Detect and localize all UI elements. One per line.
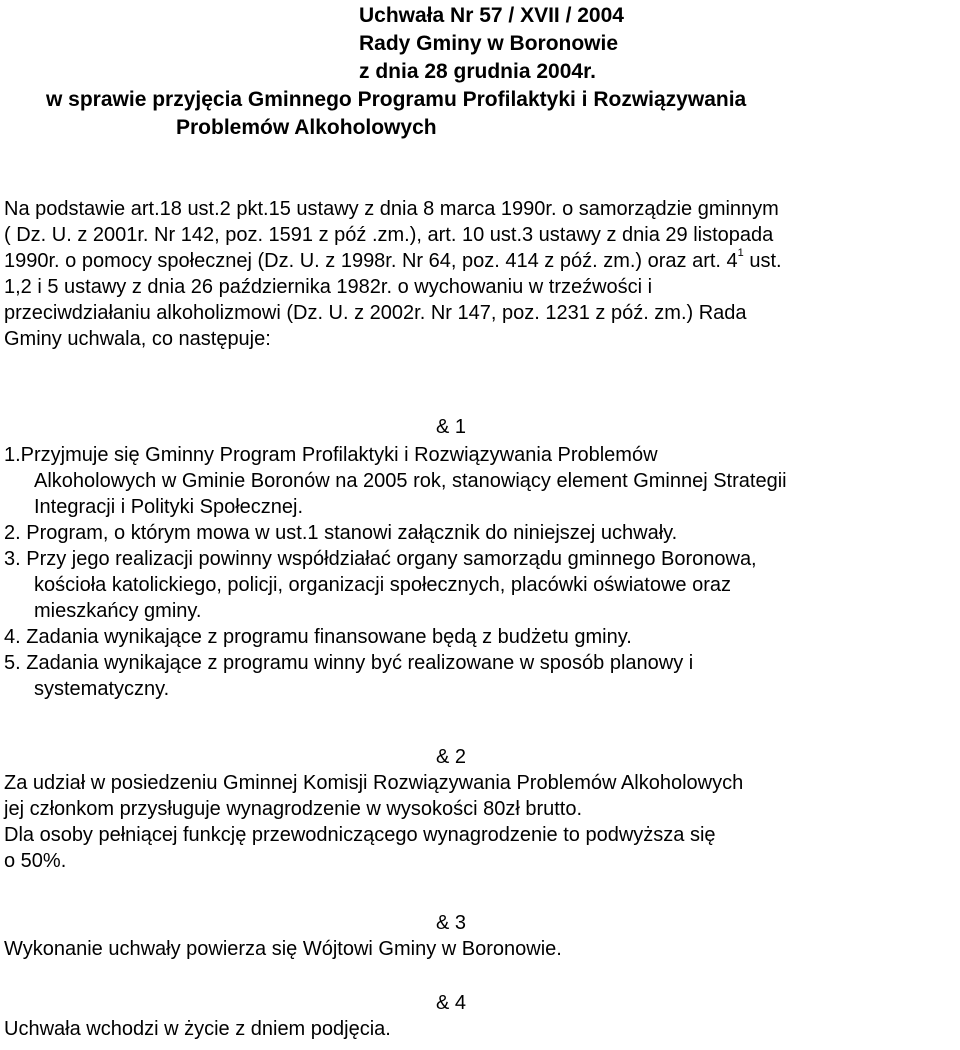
list-item-cont: Integracji i Polityki Społecznej. bbox=[34, 496, 304, 518]
list-item: 4. Zadania wynikające z programu finansowane będą z budżetu gminy. bbox=[4, 626, 632, 648]
resolution-subject: w sprawie przyjęcia Gminnego Programu Profilaktyki i Rozwiązywania bbox=[46, 88, 747, 111]
section-3-heading: & 3 bbox=[436, 912, 467, 934]
list-item-cont: mieszkańcy gminy. bbox=[34, 600, 202, 622]
preamble-line: 1,2 i 5 ustawy z dnia 26 października 1982r. o wychowaniu w trzeźwości i bbox=[4, 276, 653, 298]
preamble-line bbox=[4, 248, 956, 274]
preamble-line: przeciwdziałaniu alkoholizmowi (Dz. U. z 2002r. Nr 147, poz. 1231 z póź. zm.) Rada bbox=[4, 302, 747, 324]
section-1-body bbox=[4, 442, 956, 702]
superscript: 1 bbox=[737, 247, 744, 260]
list-item: 1.Przyjmuje się Gminny Program Profilaktyki i Rozwiązywania Problemów bbox=[4, 444, 658, 466]
list-item: 3. Przy jego realizacji powinny współdziałać organy samorządu gminnego Boronowa, bbox=[4, 548, 757, 570]
preamble bbox=[4, 196, 956, 352]
resolution-subject-cont: Problemów Alkoholowych bbox=[176, 116, 437, 139]
preamble-text: ust. bbox=[743, 250, 782, 272]
paragraph-line: jej członkom przysługuje wynagrodzenie w wysokości 80zł brutto. bbox=[4, 798, 583, 820]
resolution-number: Uchwała Nr 57 / XVII / 2004 bbox=[359, 4, 624, 27]
document-title bbox=[0, 2, 960, 142]
list-item-cont: Alkoholowych w Gminie Boronów na 2005 rok, stanowiący element Gminnej Strategii bbox=[34, 470, 787, 492]
resolution-date: z dnia 28 grudnia 2004r. bbox=[359, 60, 596, 83]
preamble-line: Na podstawie art.18 ust.2 pkt.15 ustawy z dnia 8 marca 1990r. o samorządzie gminnym bbox=[4, 198, 779, 220]
paragraph-line: Uchwała wchodzi w życie z dniem podjęcia. bbox=[4, 1018, 391, 1040]
paragraph-line: o 50%. bbox=[4, 850, 67, 872]
paragraph-line: Dla osoby pełniącej funkcję przewodniczącego wynagrodzenie to podwyższa się bbox=[4, 824, 716, 846]
paragraph-line: Za udział w posiedzeniu Gminnej Komisji Rozwiązywania Problemów Alkoholowych bbox=[4, 772, 744, 794]
section-4-heading: & 4 bbox=[436, 992, 467, 1014]
list-item-cont: systematyczny. bbox=[34, 678, 170, 700]
list-item: 5. Zadania wynikające z programu winny być realizowane w sposób planowy i bbox=[4, 652, 694, 674]
list-item-cont: kościoła katolickiego, policji, organizacji społecznych, placówki oświatowe oraz bbox=[34, 574, 731, 596]
section-2-body bbox=[4, 770, 956, 874]
preamble-line: Gminy uchwala, co następuje: bbox=[4, 328, 271, 350]
section-2-heading: & 2 bbox=[436, 746, 467, 768]
section-1-heading: & 1 bbox=[436, 416, 467, 438]
issuing-council: Rady Gminy w Boronowie bbox=[359, 32, 619, 55]
preamble-line: ( Dz. U. z 2001r. Nr 142, poz. 1591 z póź .zm.), art. 10 ust.3 ustawy z dnia 29 listopada bbox=[4, 224, 774, 246]
list-item: 2. Program, o którym mowa w ust.1 stanowi załącznik do niniejszej uchwały. bbox=[4, 522, 678, 544]
section-4-body bbox=[4, 1016, 956, 1042]
section-3-body bbox=[4, 936, 956, 962]
paragraph-line: Wykonanie uchwały powierza się Wójtowi Gminy w Boronowie. bbox=[4, 938, 562, 960]
preamble-text: 1990r. o pomocy społecznej (Dz. U. z 1998r. Nr 64, poz. 414 z póź. zm.) oraz art. 4 bbox=[4, 250, 738, 272]
